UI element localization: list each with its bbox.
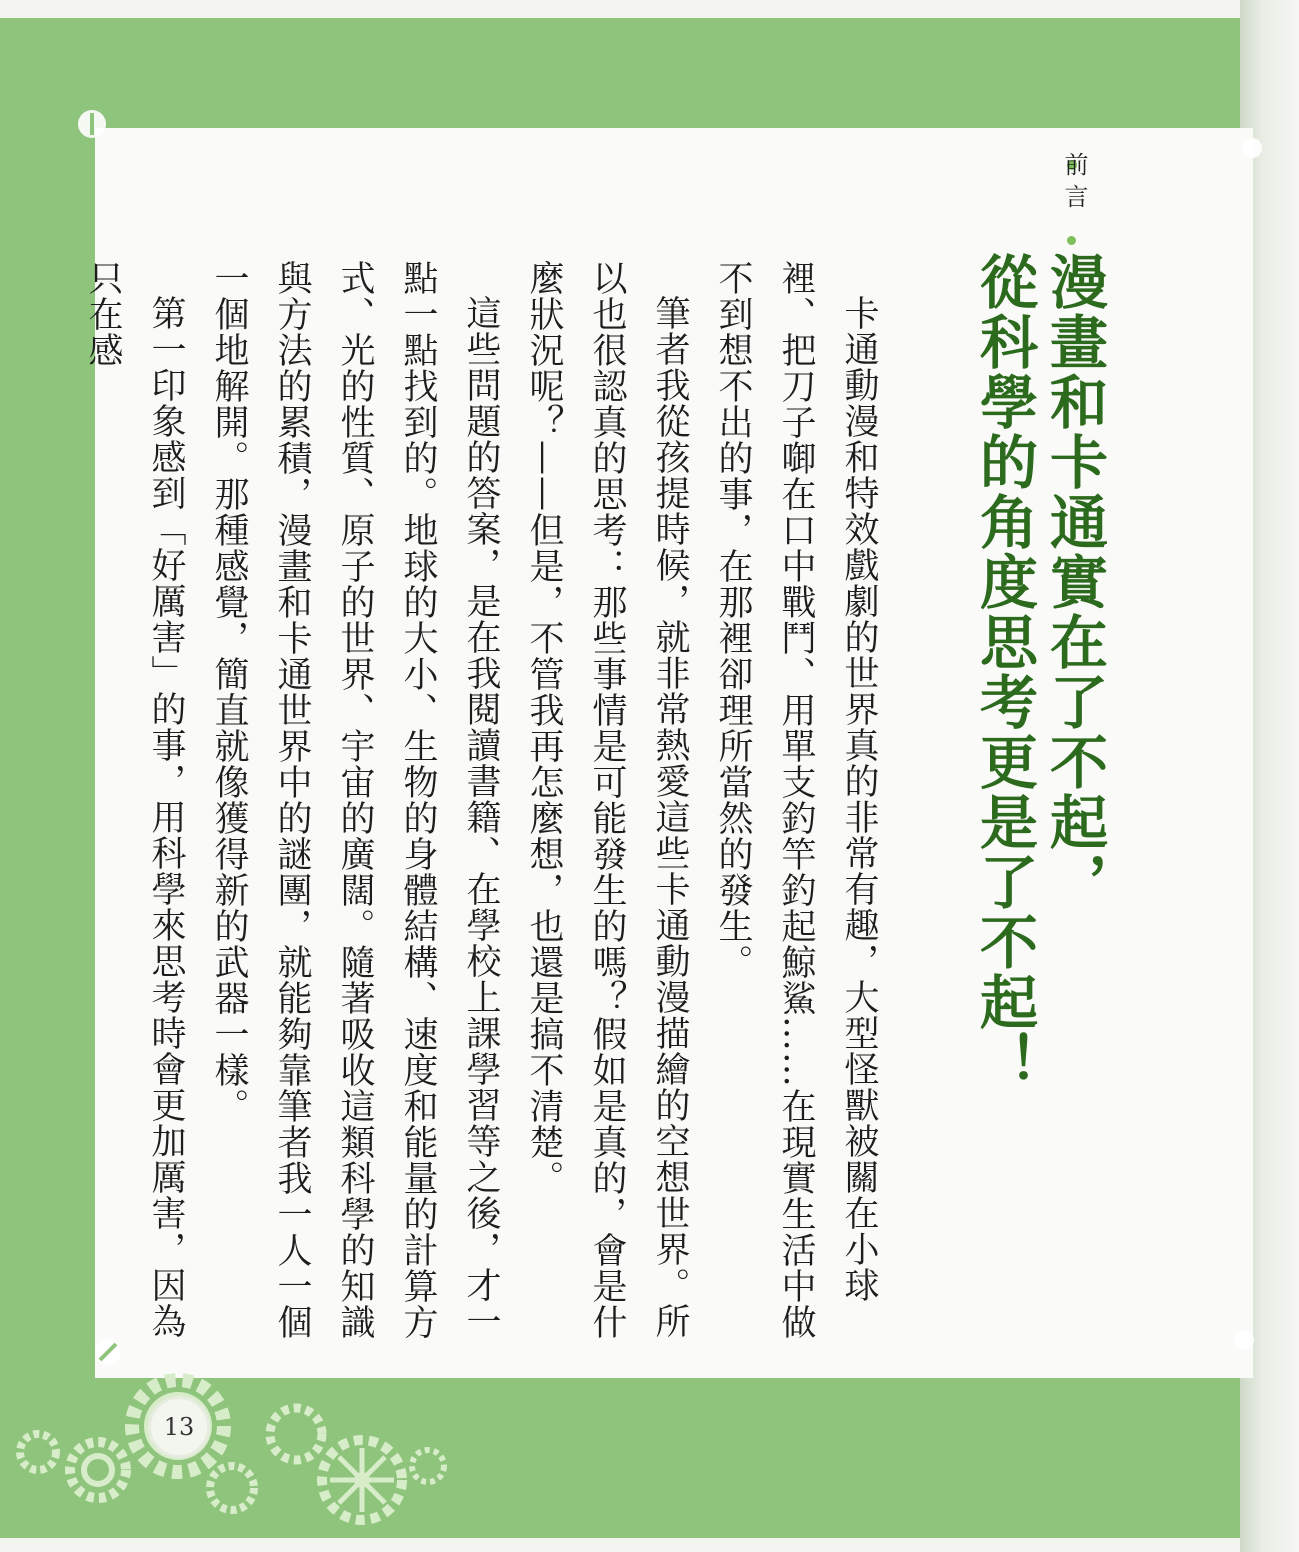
gear-icon	[270, 1408, 322, 1460]
paragraph: 第一印象感到「好厲害」的事，用科學來思考時會更加厲害，因為只在感	[83, 260, 186, 1339]
page-number: 13	[148, 1396, 210, 1458]
section-label-char: 前	[1060, 152, 1088, 184]
paragraph: 筆者我從孩提時候，就非常熱愛這些卡通動漫描繪的空想世界。所以也很認真的思考：那些事情是可能發生的嗎？假如是真的，會是什麼狀況呢？——但是，不管我再怎麼想，也還是搞不清楚。	[524, 260, 690, 1340]
section-label-char: 言	[1060, 184, 1088, 216]
header-dot-icon	[1067, 236, 1076, 245]
body-text	[83, 260, 890, 1340]
screw-icon	[78, 110, 106, 138]
gear-icon	[20, 1434, 56, 1470]
gear-icon	[322, 1440, 402, 1520]
screw-icon	[95, 1339, 121, 1365]
title-line-2: 從科學的角度思考更是了不起！	[970, 252, 1038, 1092]
screw-icon	[1242, 138, 1262, 158]
gear-icon	[412, 1450, 444, 1482]
gear-icon	[70, 1442, 126, 1498]
title-line-1: 漫畫和卡通實在了不起，	[1040, 252, 1108, 912]
paragraph: 卡通動漫和特效戲劇的世界真的非常有趣，大型怪獸被關在小球裡、把刀子啣在口中戰鬥、用單支釣竿釣起鯨鯊……在現實生活中做不到想不出的事，在那裡卻理所當然的發生。	[713, 260, 879, 1340]
screw-icon	[1234, 1330, 1254, 1350]
gear-icon	[210, 1466, 254, 1510]
section-label	[1052, 152, 1092, 216]
paragraph: 這些問題的答案，是在我閱讀書籍、在學校上課學習等之後，才一點一點找到的。地球的大小、生物的身體結構、速度和能量的計算方式、光的性質、原子的世界、宇宙的廣闊。隨著吸收這類科學的知識與方法的累積，漫畫和卡通世界中的謎團，就能夠靠筆者我一人一個一個地解開。那種感覺，簡直就像獲得新的武器一樣。	[209, 260, 501, 1340]
page-title	[970, 252, 1115, 1352]
